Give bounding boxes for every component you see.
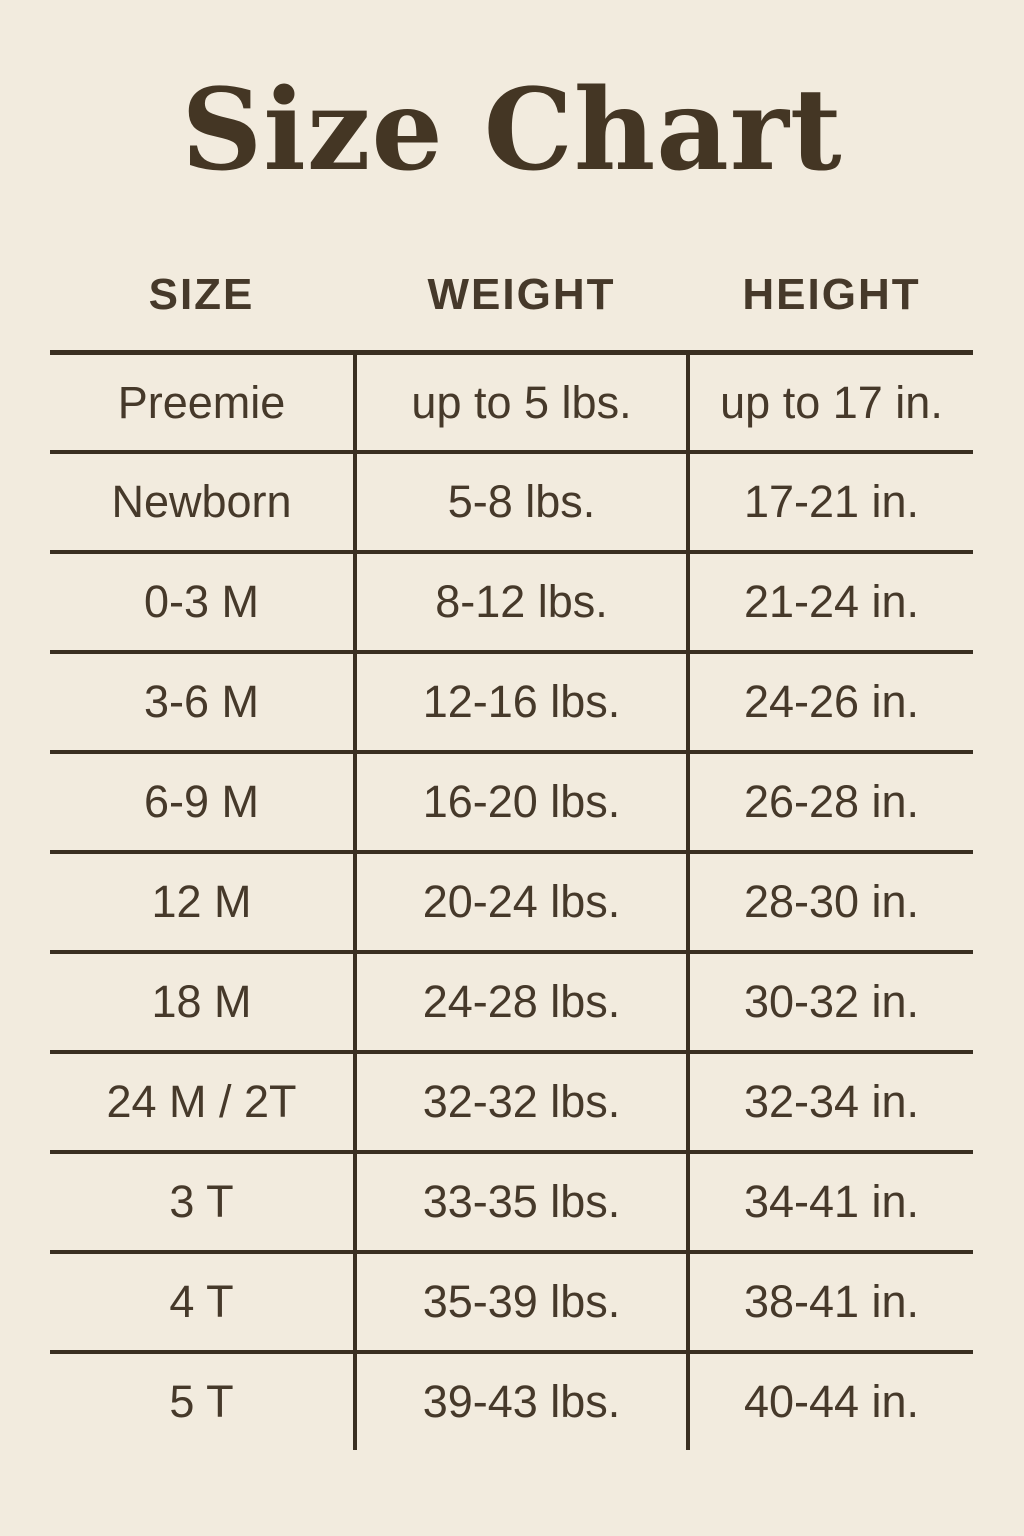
height-cell: 38-41 in. — [743, 1276, 920, 1328]
height-cell: 17-21 in. — [743, 476, 920, 528]
weight-cell: 5-8 lbs. — [353, 454, 690, 550]
size-cell: 3 T — [169, 1176, 234, 1228]
size-chart-table — [50, 270, 973, 1450]
table-row — [50, 850, 973, 950]
size-cell: 0-3 M — [143, 576, 260, 628]
weight-cell: 24-28 lbs. — [353, 954, 690, 1050]
table-row — [50, 1050, 973, 1150]
table-row — [50, 450, 973, 550]
table-row — [50, 1350, 973, 1450]
column-header-size: SIZE — [148, 269, 255, 319]
size-cell: Preemie — [117, 376, 286, 428]
height-cell: 30-32 in. — [743, 976, 920, 1028]
weight-cell: 8-12 lbs. — [353, 554, 690, 650]
size-cell: 5 T — [169, 1376, 234, 1428]
weight-cell: 35-39 lbs. — [353, 1254, 690, 1350]
size-cell: 24 M / 2T — [106, 1076, 297, 1128]
height-cell: 32-34 in. — [743, 1076, 920, 1128]
table-body — [50, 350, 973, 1450]
table-row — [50, 1250, 973, 1350]
weight-cell: 20-24 lbs. — [353, 854, 690, 950]
size-cell: 12 M — [151, 876, 252, 928]
height-cell: 40-44 in. — [743, 1376, 920, 1428]
table-row — [50, 350, 973, 450]
size-cell: 4 T — [169, 1276, 234, 1328]
weight-cell: up to 5 lbs. — [353, 355, 690, 450]
size-cell: 3-6 M — [143, 676, 260, 728]
height-cell: 21-24 in. — [743, 576, 920, 628]
weight-cell: 32-32 lbs. — [353, 1054, 690, 1150]
height-cell: 26-28 in. — [743, 776, 920, 828]
weight-cell: 12-16 lbs. — [353, 654, 690, 750]
table-row — [50, 750, 973, 850]
height-cell: 34-41 in. — [743, 1176, 920, 1228]
table-row — [50, 1150, 973, 1250]
height-cell: 28-30 in. — [743, 876, 920, 928]
weight-cell: 16-20 lbs. — [353, 754, 690, 850]
size-cell: 6-9 M — [143, 776, 260, 828]
table-header-row — [50, 270, 973, 320]
column-header-height: HEIGHT — [742, 269, 921, 319]
table-row — [50, 650, 973, 750]
size-cell: Newborn — [111, 476, 292, 528]
page-title: Size Chart — [181, 65, 843, 196]
column-header-weight: WEIGHT — [427, 269, 616, 319]
table-row — [50, 950, 973, 1050]
height-cell: 24-26 in. — [743, 676, 920, 728]
table-row — [50, 550, 973, 650]
weight-cell: 33-35 lbs. — [353, 1154, 690, 1250]
weight-cell: 39-43 lbs. — [353, 1354, 690, 1450]
size-cell: 18 M — [151, 976, 252, 1028]
height-cell: up to 17 in. — [720, 376, 943, 428]
